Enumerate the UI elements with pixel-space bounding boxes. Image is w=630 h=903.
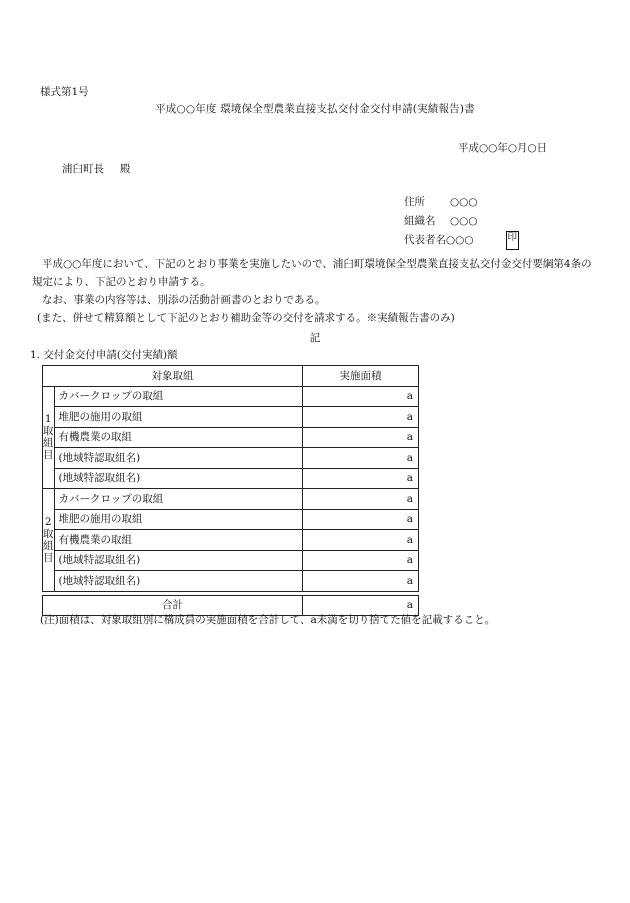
rep-label: 代表者名 xyxy=(404,234,446,246)
activity-cell: (地域特認取組名) xyxy=(54,448,303,469)
table-row xyxy=(43,407,419,428)
ki-heading: 記 xyxy=(309,332,321,344)
table-header-row xyxy=(43,366,419,387)
addressee xyxy=(62,161,131,176)
org-value: ○○○ xyxy=(450,215,478,227)
area-input[interactable]: a xyxy=(303,550,419,571)
section-heading: 1. 交付金交付申請(交付実績)額 xyxy=(30,349,178,361)
table-row xyxy=(43,468,419,489)
activity-cell: 堆肥の施用の取組 xyxy=(54,509,303,530)
table-row xyxy=(43,448,419,469)
area-input[interactable]: a xyxy=(303,489,419,510)
body-text xyxy=(32,255,600,327)
activity-cell: 有機農業の取組 xyxy=(54,427,303,448)
area-input[interactable]: a xyxy=(303,571,419,592)
area-input[interactable]: a xyxy=(303,386,419,407)
activity-cell: (地域特認取組名) xyxy=(54,571,303,592)
area-input[interactable]: a xyxy=(303,530,419,551)
activity-cell: カバークロップの取組 xyxy=(54,386,303,407)
table-row xyxy=(43,550,419,571)
table-row xyxy=(43,489,419,510)
body-paragraph-1: 平成○○年度において、下記のとおり事業を実施したいので、浦臼町環境保全型農業直接支払交付金交付要綱第4条の規定により、下記のとおり申請する。 xyxy=(32,258,592,288)
total-area-input[interactable]: a xyxy=(303,595,419,616)
total-label: 合計 xyxy=(43,595,303,616)
group-1-label: 1 取 組 目 xyxy=(43,386,55,489)
sender-address-row xyxy=(404,193,519,212)
table-row xyxy=(43,571,419,592)
seal-mark: 印 xyxy=(506,231,520,250)
addressee-name: 浦臼町長 xyxy=(62,163,104,175)
addressee-honorific: 殿 xyxy=(120,163,131,175)
table-row xyxy=(43,509,419,530)
rep-value: ○○○ xyxy=(446,234,474,246)
address-label: 住所 xyxy=(404,196,425,208)
activity-cell: (地域特認取組名) xyxy=(54,468,303,489)
footnote: (注)面積は、対象取組別に構成員の実施面積を合計して、a未満を切り捨てた値を記載すること。 xyxy=(40,614,496,626)
activity-cell: 有機農業の取組 xyxy=(54,530,303,551)
area-input[interactable]: a xyxy=(303,427,419,448)
activity-cell: (地域特認取組名) xyxy=(54,550,303,571)
body-paragraph-3: (また、併せて精算額として下記のとおり補助金等の交付を請求する。※実績報告書のみ) xyxy=(37,312,455,324)
sender-block xyxy=(404,193,519,250)
activity-cell: カバークロップの取組 xyxy=(54,489,303,510)
application-table xyxy=(42,365,419,616)
table-row xyxy=(43,530,419,551)
table-row xyxy=(43,427,419,448)
form-number: 様式第1号 xyxy=(40,86,89,98)
sender-rep-row xyxy=(404,231,519,250)
address-value: ○○○ xyxy=(450,196,478,208)
header-activity: 対象取組 xyxy=(43,366,303,387)
activity-cell: 堆肥の施用の取組 xyxy=(54,407,303,428)
org-label: 組織名 xyxy=(404,215,436,227)
table-row xyxy=(43,386,419,407)
document-date: 平成○○年○月○日 xyxy=(458,142,548,154)
header-area: 実施面積 xyxy=(303,366,419,387)
area-input[interactable]: a xyxy=(303,468,419,489)
body-paragraph-2: なお、事業の内容等は、別添の活動計画書のとおりである。 xyxy=(42,294,326,306)
sender-org-row xyxy=(404,212,519,231)
area-input[interactable]: a xyxy=(303,509,419,530)
group-2-label: 2 取 組 目 xyxy=(43,489,55,592)
area-input[interactable]: a xyxy=(303,448,419,469)
area-input[interactable]: a xyxy=(303,407,419,428)
document-title: 平成○○年度 環境保全型農業直接支払交付金交付申請(実績報告)書 xyxy=(155,103,475,115)
